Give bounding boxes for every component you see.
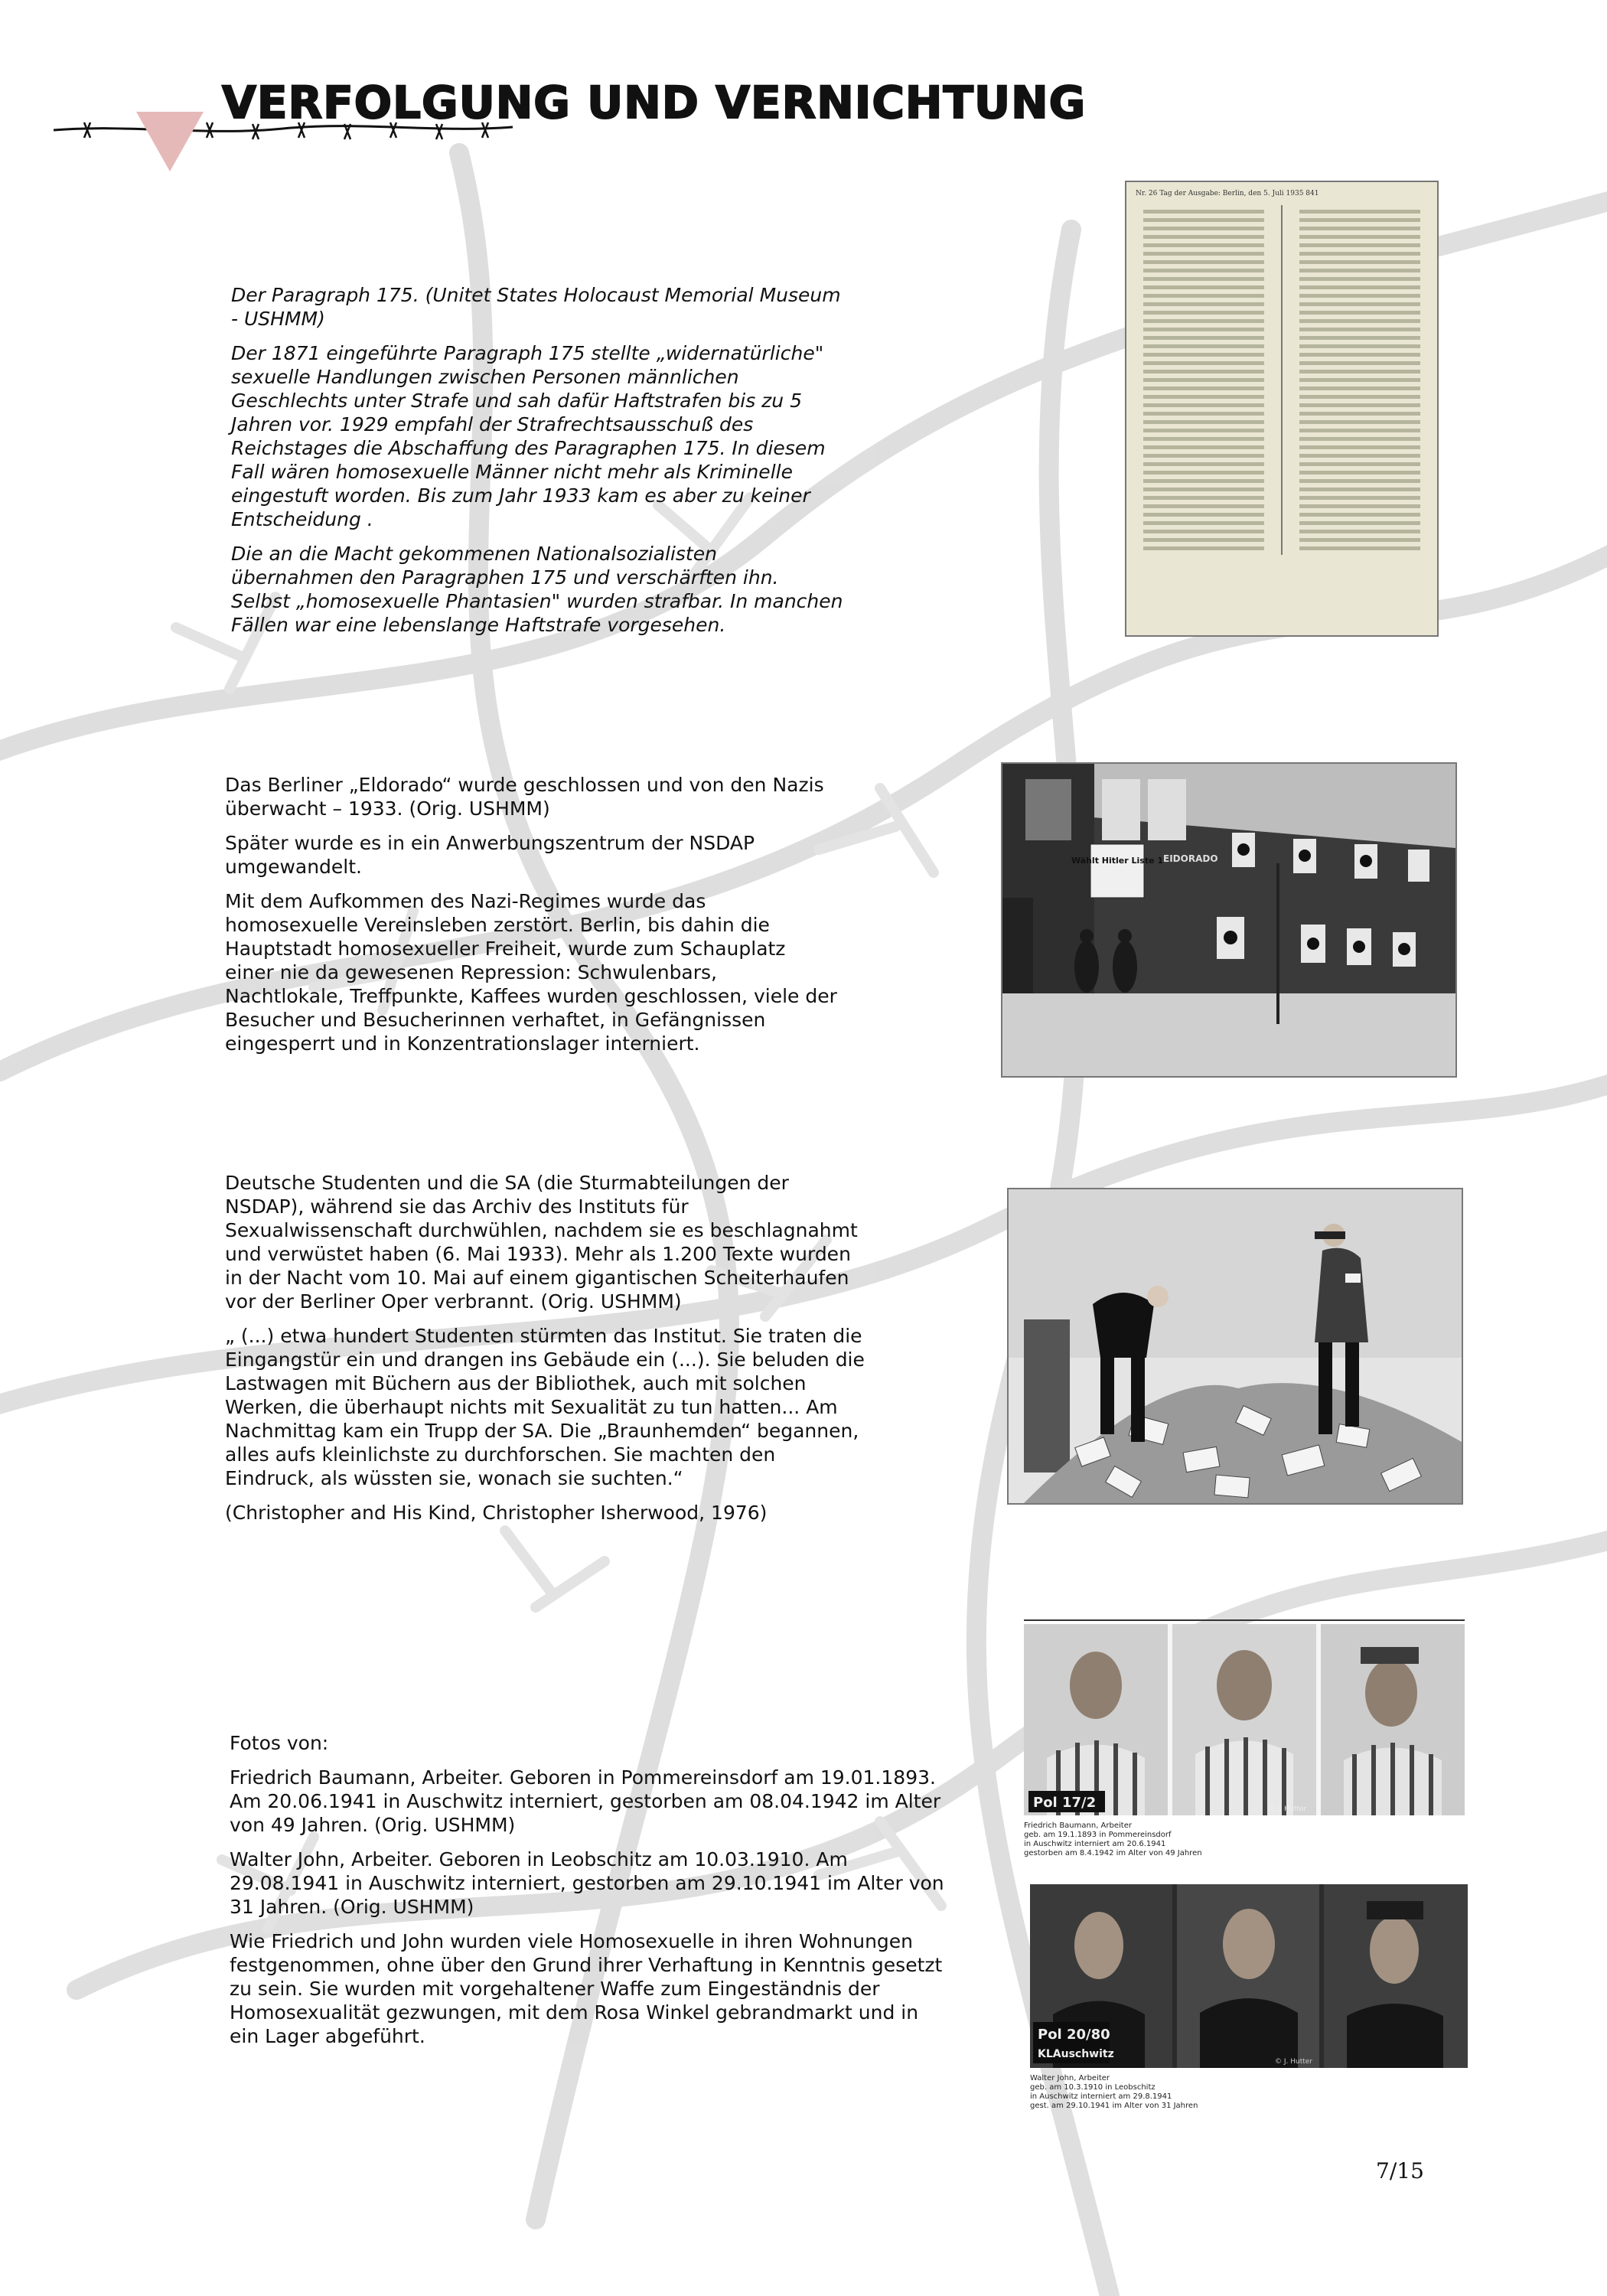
section2-para1: Das Berliner „Eldorado“ wurde geschlossen und von den Nazis überwacht – 1933. (Orig. USHMM) [225,774,824,820]
section4-para2: Walter John, Arbeiter. Geboren in Leobschitz am 10.03.1910. Am 29.08.1941 in Auschwitz interniert, gestorben am 29.10.1941 im Alter von 31 Jahren. (Orig. USHMM) [230,1848,944,1918]
banner-text: Wählt Hitler Liste 1 [1071,856,1164,866]
caption1-line1: Friedrich Baumann, Arbeiter [1024,1821,1132,1830]
eldorado-photo [1001,762,1457,1078]
baumann-mugshot-photo [1024,1624,1465,1815]
section3-para2: „ (...) etwa hundert Studenten stürmten das Institut. Sie traten die Eingangstür ein und drangen ins Gebäude ein (...). Sie beluden die Lastwagen mit Büchern aus der Bibliothek, auch mit solchen Werken, die überhaupt nichts mit Sexualität zu tun hatten... Am Nachmittag kam ein Trupp der SA. Die „Braunhemden“ begannen, alles aufs kleinlichste zu durchforschen. Sie machten den Eindruck, als wüssten sie, wonach sie suchten.“ [225,1325,865,1489]
document-header: Nr. 26 Tag der Ausgabe: Berlin, den 5. Juli 1935 841 [1136,190,1319,197]
section4-intro: Fotos von: [230,1732,329,1754]
section2-para2: Später wurde es in ein Anwerbungszentrum der NSDAP umgewandelt. [225,832,755,878]
john-caption [1030,2074,1468,2111]
john-photo-credit: © J. Hutter [1275,2058,1313,2066]
pink-triangle-icon [136,112,204,171]
sign-text: EIDORADO [1163,853,1218,864]
paragraph-175-document-image [1125,181,1439,637]
page-number: 7/15 [1376,2158,1424,2183]
baumann-plate: Pol 17/2 [1033,1795,1097,1811]
eldorado-text [225,773,837,1066]
section1-para1: Der 1871 eingeführte Paragraph 175 stellte „widernatürliche" sexuelle Handlungen zwischen Personen männlichen Geschlechts unter Strafe und sah dafür Haftstrafen bis zu 5 Jahren vor. 1929 empfahl der Strafrechtsausschuß des Reichstages die Abschaffung des Paragraphen 175. In diesem Fall wären homosexuelle Männer nicht mehr als Kriminelle eingestuft worden. Bis zum Jahr 1933 kam es aber zu keiner Entscheidung . [231,342,826,530]
caption1-line3: in Auschwitz interniert am 20.6.1941 [1024,1840,1166,1848]
baumann-photo-credit: © J. Hutter [1269,1805,1307,1813]
baumann-caption [1024,1821,1465,1858]
section4-para1: Friedrich Baumann, Arbeiter. Geboren in Pommereinsdorf am 19.01.1893. Am 20.06.1941 in Auschwitz interniert, gestorben am 08.04.1942 im Alter von 49 Jahren. (Orig. USHMM) [230,1766,941,1836]
caption1-line4: gestorben am 8.4.1942 im Alter von 49 Jahren [1024,1849,1202,1857]
institute-raid-photo [1007,1188,1463,1505]
paragraph-175-text [231,283,843,647]
prisoners-text [230,1731,949,2059]
section1-heading: Der Paragraph 175. (Unitet States Holocaust Memorial Museum - USHMM) [231,284,841,330]
section3-para3: (Christopher and His Kind, Christopher Isherwood, 1976) [225,1502,768,1524]
page-title: VERFOLGUNG UND VERNICHTUNG [222,77,1087,129]
john-photo-group [1030,1884,1468,2111]
caption1-line2: geb. am 19.1.1893 in Pommereinsdorf [1024,1831,1172,1839]
section2-para3: Mit dem Aufkommen des Nazi-Regimes wurde das homosexuelle Vereinsleben zerstört. Berlin, bis dahin die Hauptstadt homosexueller Freiheit, wurde zum Schauplatz einer nie da gewesenen Repression: Schwulenbars, Nachtlokale, Treffpunkte, Kaffees wurden geschlossen, viele der Besucher und Besucherinnen verhaftet, in Gefängnissen eingesperrt und in Konzentrationslager interniert. [225,890,837,1055]
institute-text [225,1171,868,1535]
caption2-line2: geb. am 10.3.1910 in Leobschitz [1030,2083,1156,2092]
baumann-photo-group [1024,1619,1465,1858]
section1-para2: Die an die Macht gekommenen Nationalsozialisten übernahmen den Paragraphen 175 und verschärften ihn. Selbst „homosexuelle Phantasien" wurden strafbar. In manchen Fällen war eine lebenslange Haftstrafe vorgesehen. [231,543,843,636]
section3-para1: Deutsche Studenten und die SA (die Sturmabteilungen der NSDAP), während sie das Archiv des Instituts für Sexualwissenschaft durchwühlen, nachdem sie es beschlagnahmt und verwüstet haben (6. Mai 1933). Mehr als 1.200 Texte wurden in der Nacht vom 10. Mai auf einem gigantischen Scheiterhaufen vor der Berliner Oper verbrannt. (Orig. USHMM) [225,1172,858,1313]
john-plate: Pol 20/80 [1038,2027,1110,2043]
section4-para3: Wie Friedrich und John wurden viele Homosexuelle in ihren Wohnungen festgenommen, ohne über den Grund ihrer Verhaftung in Kenntnis gesetzt zu sein. Sie wurden mit vorgehaltener Waffe zum Eingeständnis der Homosexualität gezwungen, mit dem Rosa Winkel gebrandmarkt und in ein Lager abgeführt. [230,1930,943,2047]
caption2-line3: in Auschwitz interniert am 29.8.1941 [1030,2092,1172,2101]
john-mugshot-photo [1030,1884,1468,2068]
caption2-line4: gest. am 29.10.1941 im Alter von 31 Jahren [1030,2102,1198,2110]
caption2-line1: Walter John, Arbeiter [1030,2074,1110,2082]
john-plate-sub: KLAuschwitz [1038,2048,1114,2060]
